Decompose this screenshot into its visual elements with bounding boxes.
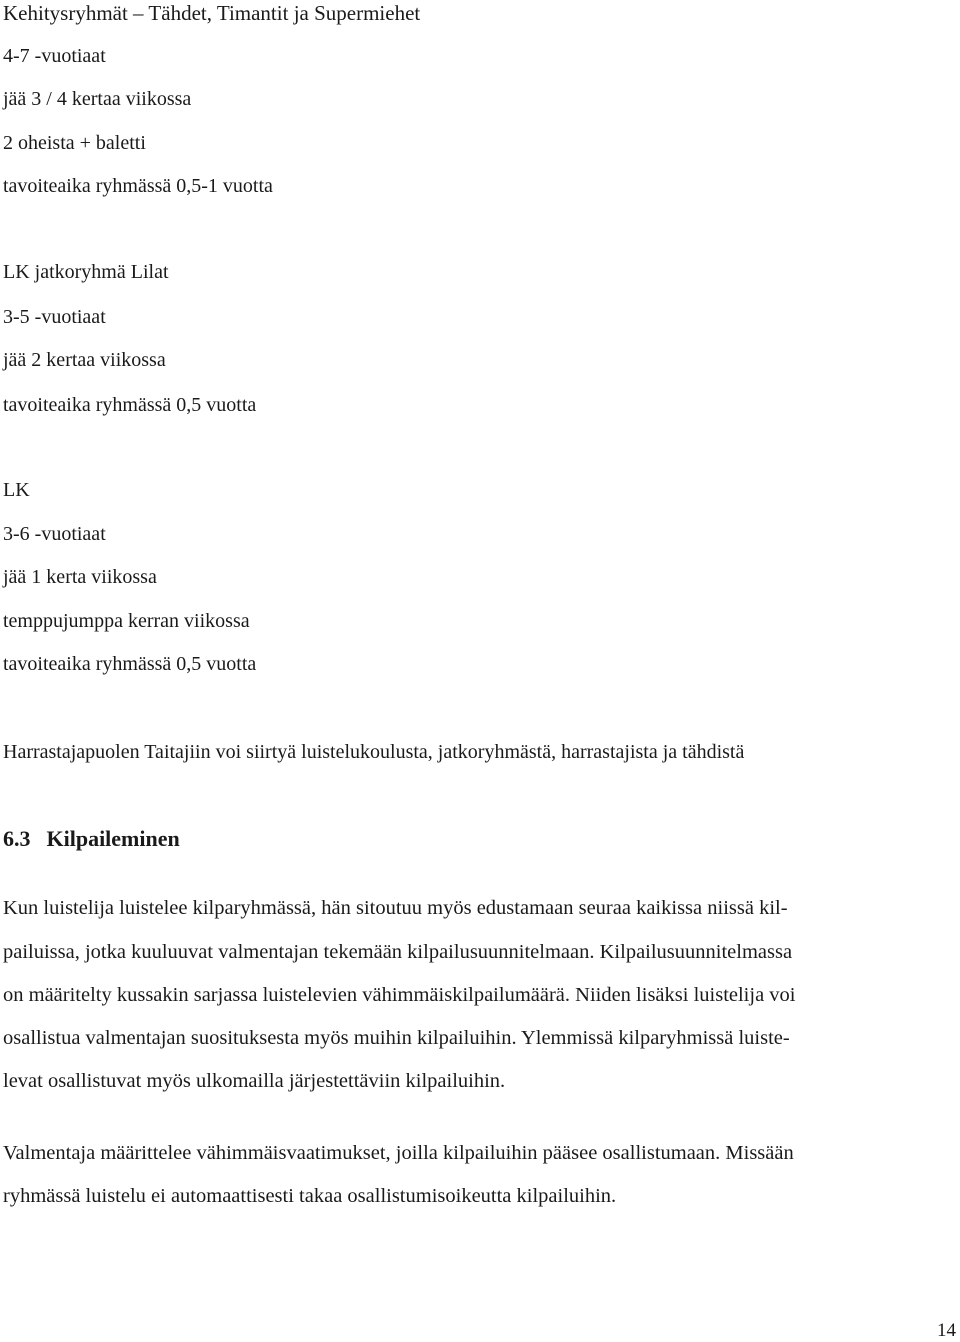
group-2-line-3: tavoiteaika ryhmässä 0,5 vuotta (3, 394, 257, 416)
paragraph-1-line-1: Kun luistelija luistelee kilparyhmässä, hän sitoutuu myös edustamaan seuraa kaikissa niissä kil- (3, 897, 788, 919)
group-2-title: LK jatkoryhmä Lilat (3, 261, 169, 283)
group-3-line-3: temppujumppa kerran viikossa (3, 610, 250, 632)
group-1-line-4: tavoiteaika ryhmässä 0,5-1 vuotta (3, 175, 273, 197)
group-1-title: Kehitysryhmät – Tähdet, Timantit ja Supermiehet (3, 1, 421, 25)
group-3-line-4: tavoiteaika ryhmässä 0,5 vuotta (3, 653, 257, 675)
paragraph-1-line-3: on määritelty kussakin sarjassa luistelevien vähimmäiskilpailumäärä. Niiden lisäksi luistelija voi (3, 984, 796, 1006)
group-2-line-2: jää 2 kertaa viikossa (3, 349, 166, 371)
paragraph-2-line-2: ryhmässä luistelu ei automaattisesti takaa osallistumisoikeutta kilpailuihin. (3, 1185, 617, 1207)
group-3-line-2: jää 1 kerta viikossa (3, 566, 157, 588)
paragraph-2-line-1: Valmentaja määrittelee vähimmäisvaatimukset, joilla kilpailuihin pääsee osallistumaan. Missään (3, 1142, 794, 1164)
group-3-line-1: 3-6 -vuotiaat (3, 523, 106, 545)
group-1-line-2: jää 3 / 4 kertaa viikossa (3, 88, 192, 110)
section-heading (3, 824, 180, 854)
group-1-line-3: 2 oheista + baletti (3, 132, 146, 154)
group-3-title: LK (3, 479, 30, 501)
group-1-line-1: 4-7 -vuotiaat (3, 45, 106, 67)
paragraph-1-line-2: pailuissa, jotka kuuluuvat valmentajan tekemään kilpailusuunnitelmaan. Kilpailusuunnitelmassa (3, 941, 793, 963)
section-number: 6.3 (3, 826, 31, 851)
transfer-note: Harrastajapuolen Taitajiin voi siirtyä luistelukoulusta, jatkoryhmästä, harrastajista ja tähdistä (3, 741, 745, 763)
paragraph-1-line-5: levat osallistuvat myös ulkomailla järjestettäviin kilpailuihin. (3, 1070, 506, 1092)
group-2-line-1: 3-5 -vuotiaat (3, 306, 106, 328)
paragraph-1-line-4: osallistua valmentajan suosituksesta myös muihin kilpailuihin. Ylemmissä kilparyhmissä luiste- (3, 1027, 790, 1049)
section-title: Kilpaileminen (46, 826, 180, 851)
page-number: 14 (937, 1320, 956, 1341)
